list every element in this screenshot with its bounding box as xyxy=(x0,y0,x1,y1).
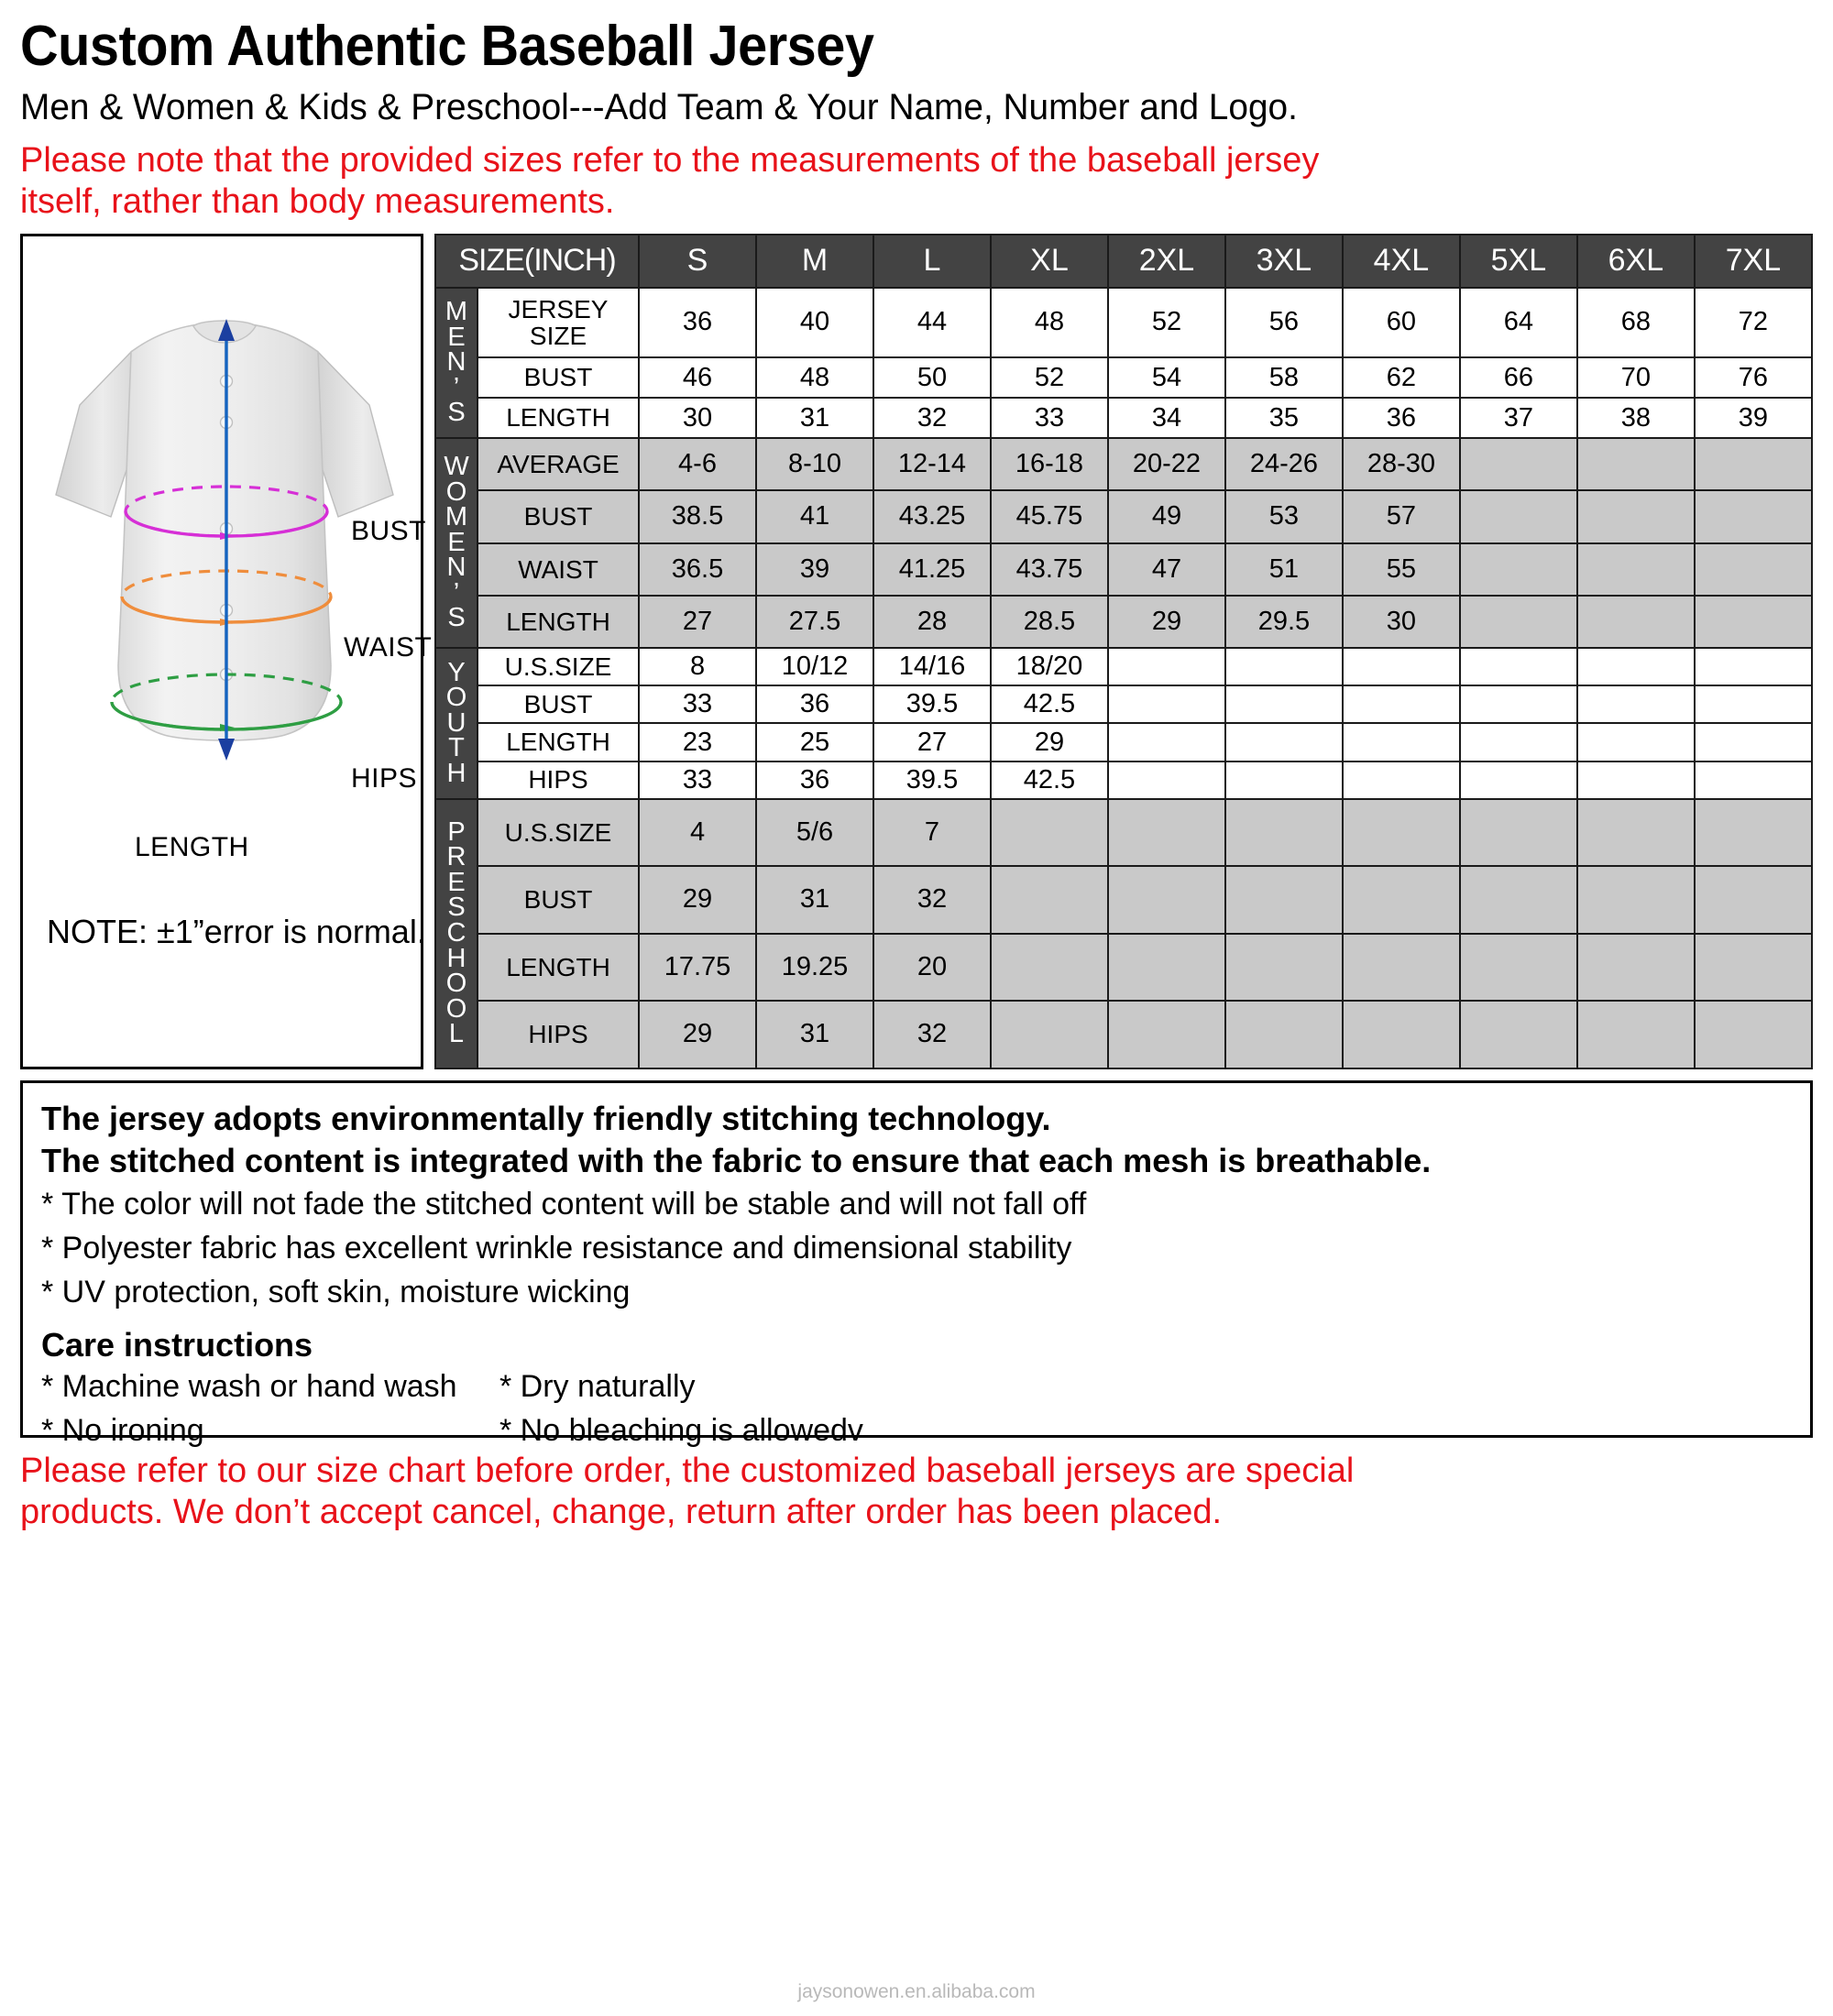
jersey-diagram-panel xyxy=(20,234,433,1069)
care-instructions-title: Care instructions xyxy=(41,1325,313,1364)
table-row xyxy=(435,1001,1812,1068)
cell-4XL: 60 xyxy=(1343,288,1460,357)
care-item-no-bleaching: * No bleaching is allowedv xyxy=(499,1412,863,1448)
cell-XL: 28.5 xyxy=(991,596,1108,648)
cell-3XL: 29.5 xyxy=(1225,596,1343,648)
column-header-4xl: 4XL xyxy=(1343,235,1460,288)
cell-3XL: 51 xyxy=(1225,543,1343,596)
info-bullet-1: * The color will not fade the stitched content will be stable and will not fall off xyxy=(41,1186,1087,1222)
row-label: HIPS xyxy=(477,1001,639,1068)
cell-2XL xyxy=(1108,799,1225,866)
cell-4XL xyxy=(1343,934,1460,1001)
size-table-container xyxy=(434,234,1813,1069)
table-row xyxy=(435,761,1812,799)
cell-XL: 42.5 xyxy=(991,761,1108,799)
care-item-no-ironing: * No ironing xyxy=(41,1412,204,1448)
cell-M: 40 xyxy=(756,288,873,357)
cell-5XL xyxy=(1460,543,1577,596)
cell-4XL xyxy=(1343,648,1460,685)
cell-L: 44 xyxy=(873,288,991,357)
row-label: BUST xyxy=(477,685,639,723)
cell-5XL: 66 xyxy=(1460,357,1577,398)
footer-warning-line-1: Please refer to our size chart before order, the customized baseball jerseys are special xyxy=(20,1451,1355,1490)
cell-4XL: 36 xyxy=(1343,398,1460,438)
table-row xyxy=(435,398,1812,438)
cell-6XL: 70 xyxy=(1577,357,1695,398)
cell-7XL xyxy=(1695,1001,1812,1068)
waist-label: WAIST xyxy=(344,631,433,663)
cell-L: 39.5 xyxy=(873,761,991,799)
cell-6XL xyxy=(1577,934,1695,1001)
table-row xyxy=(435,799,1812,866)
cell-4XL: 57 xyxy=(1343,490,1460,542)
cell-3XL xyxy=(1225,685,1343,723)
cell-M: 19.25 xyxy=(756,934,873,1001)
cell-M: 36 xyxy=(756,685,873,723)
cell-3XL: 35 xyxy=(1225,398,1343,438)
cell-S: 33 xyxy=(639,685,756,723)
cell-L: 27 xyxy=(873,723,991,761)
column-header-l: L xyxy=(873,235,991,288)
cell-6XL xyxy=(1577,685,1695,723)
column-header-xl: XL xyxy=(991,235,1108,288)
product-info-box xyxy=(20,1080,1813,1448)
size-table-header-row xyxy=(435,235,1812,288)
cell-2XL: 52 xyxy=(1108,288,1225,357)
cell-S: 29 xyxy=(639,1001,756,1068)
row-label: AVERAGE xyxy=(477,438,639,490)
cell-M: 31 xyxy=(756,866,873,933)
cell-7XL xyxy=(1695,761,1812,799)
cell-6XL xyxy=(1577,490,1695,542)
cell-3XL xyxy=(1225,1001,1343,1068)
cell-7XL: 76 xyxy=(1695,357,1812,398)
cell-5XL: 37 xyxy=(1460,398,1577,438)
cell-4XL: 62 xyxy=(1343,357,1460,398)
cell-M: 8-10 xyxy=(756,438,873,490)
cell-S: 30 xyxy=(639,398,756,438)
cell-7XL: 72 xyxy=(1695,288,1812,357)
cell-5XL xyxy=(1460,438,1577,490)
cell-M: 36 xyxy=(756,761,873,799)
cell-M: 31 xyxy=(756,398,873,438)
cell-6XL xyxy=(1577,866,1695,933)
cell-5XL xyxy=(1460,866,1577,933)
hips-label: HIPS xyxy=(351,762,418,794)
cell-6XL xyxy=(1577,723,1695,761)
cell-M: 5/6 xyxy=(756,799,873,866)
cell-3XL xyxy=(1225,866,1343,933)
cell-7XL xyxy=(1695,648,1812,685)
cell-S: 36.5 xyxy=(639,543,756,596)
table-row xyxy=(435,288,1812,357)
column-header-5xl: 5XL xyxy=(1460,235,1577,288)
cell-6XL xyxy=(1577,596,1695,648)
footer-warning xyxy=(20,1451,1813,1534)
cell-5XL xyxy=(1460,723,1577,761)
cell-7XL xyxy=(1695,596,1812,648)
column-header-3xl: 3XL xyxy=(1225,235,1343,288)
cell-S: 27 xyxy=(639,596,756,648)
cell-XL: 29 xyxy=(991,723,1108,761)
cell-5XL xyxy=(1460,934,1577,1001)
care-column-right xyxy=(499,1364,863,1453)
info-bold-line-2: The stitched content is integrated with the fabric to ensure that each mesh is breathable. xyxy=(41,1141,1432,1179)
cell-M: 41 xyxy=(756,490,873,542)
cell-S: 29 xyxy=(639,866,756,933)
cell-2XL xyxy=(1108,761,1225,799)
cell-XL: 48 xyxy=(991,288,1108,357)
cell-7XL xyxy=(1695,799,1812,866)
table-row xyxy=(435,596,1812,648)
cell-L: 39.5 xyxy=(873,685,991,723)
cell-2XL xyxy=(1108,934,1225,1001)
cell-5XL: 64 xyxy=(1460,288,1577,357)
row-label: LENGTH xyxy=(477,596,639,648)
info-bullet-3: * UV protection, soft skin, moisture wicking xyxy=(41,1275,631,1310)
cell-S: 4-6 xyxy=(639,438,756,490)
cell-5XL xyxy=(1460,490,1577,542)
cell-2XL xyxy=(1108,648,1225,685)
cell-7XL xyxy=(1695,490,1812,542)
cell-XL: 52 xyxy=(991,357,1108,398)
watermark: jaysonowen.en.alibaba.com xyxy=(797,1981,1036,2002)
cell-2XL xyxy=(1108,685,1225,723)
cell-L: 50 xyxy=(873,357,991,398)
group-label-preschool: P R E S C H O O L xyxy=(435,799,477,1068)
cell-S: 4 xyxy=(639,799,756,866)
table-row xyxy=(435,685,1812,723)
cell-2XL xyxy=(1108,723,1225,761)
group-label-mens: M E N ’ S xyxy=(435,288,477,438)
care-instructions-grid xyxy=(41,1364,1792,1453)
cell-6XL: 38 xyxy=(1577,398,1695,438)
cell-XL: 45.75 xyxy=(991,490,1108,542)
cell-2XL xyxy=(1108,866,1225,933)
table-row xyxy=(435,648,1812,685)
cell-XL: 33 xyxy=(991,398,1108,438)
cell-4XL xyxy=(1343,685,1460,723)
header-warning xyxy=(20,131,1813,223)
cell-2XL: 20-22 xyxy=(1108,438,1225,490)
care-item-dry-naturally: * Dry naturally xyxy=(499,1368,696,1404)
cell-S: 8 xyxy=(639,648,756,685)
cell-4XL xyxy=(1343,723,1460,761)
cell-4XL: 55 xyxy=(1343,543,1460,596)
cell-6XL xyxy=(1577,648,1695,685)
bust-label: BUST xyxy=(351,515,427,546)
cell-3XL xyxy=(1225,799,1343,866)
row-label: HIPS xyxy=(477,761,639,799)
chart-body xyxy=(20,234,1813,1069)
table-row xyxy=(435,543,1812,596)
cell-7XL xyxy=(1695,934,1812,1001)
row-label: BUST xyxy=(477,357,639,398)
cell-6XL xyxy=(1577,1001,1695,1068)
row-label: LENGTH xyxy=(477,934,639,1001)
cell-6XL xyxy=(1577,799,1695,866)
table-row xyxy=(435,490,1812,542)
jersey-left-sleeve xyxy=(56,352,133,517)
cell-S: 36 xyxy=(639,288,756,357)
table-row xyxy=(435,934,1812,1001)
cell-L: 28 xyxy=(873,596,991,648)
cell-7XL xyxy=(1695,543,1812,596)
row-label: WAIST xyxy=(477,543,639,596)
size-unit-header: SIZE(INCH) xyxy=(435,235,639,288)
table-row xyxy=(435,866,1812,933)
cell-XL: 18/20 xyxy=(991,648,1108,685)
cell-XL xyxy=(991,1001,1108,1068)
jersey-right-sleeve xyxy=(316,352,393,517)
table-row xyxy=(435,357,1812,398)
length-label: LENGTH xyxy=(135,831,249,862)
cell-3XL: 58 xyxy=(1225,357,1343,398)
cell-2XL xyxy=(1108,1001,1225,1068)
cell-3XL: 24-26 xyxy=(1225,438,1343,490)
error-note: NOTE: ±1”error is normal. xyxy=(47,912,426,950)
cell-L: 32 xyxy=(873,398,991,438)
cell-3XL xyxy=(1225,761,1343,799)
care-column-left xyxy=(41,1364,499,1453)
cell-2XL: 34 xyxy=(1108,398,1225,438)
row-label: BUST xyxy=(477,866,639,933)
cell-M: 39 xyxy=(756,543,873,596)
cell-6XL xyxy=(1577,438,1695,490)
cell-7XL xyxy=(1695,438,1812,490)
footer-warning-line-2: products. We don’t accept cancel, change, return after order has been placed. xyxy=(20,1493,1223,1532)
cell-XL: 43.75 xyxy=(991,543,1108,596)
cell-5XL xyxy=(1460,596,1577,648)
column-header-2xl: 2XL xyxy=(1108,235,1225,288)
cell-4XL xyxy=(1343,1001,1460,1068)
cell-2XL: 54 xyxy=(1108,357,1225,398)
cell-L: 14/16 xyxy=(873,648,991,685)
cell-L: 7 xyxy=(873,799,991,866)
cell-4XL xyxy=(1343,799,1460,866)
page-subtitle: Men & Women & Kids & Preschool---Add Team & Your Name, Number and Logo. xyxy=(20,87,1298,128)
cell-6XL xyxy=(1577,761,1695,799)
cell-3XL: 53 xyxy=(1225,490,1343,542)
cell-3XL xyxy=(1225,648,1343,685)
cell-6XL: 68 xyxy=(1577,288,1695,357)
table-row xyxy=(435,723,1812,761)
cell-XL xyxy=(991,866,1108,933)
column-header-7xl: 7XL xyxy=(1695,235,1812,288)
cell-M: 31 xyxy=(756,1001,873,1068)
group-label-womens: W O M E N ’ S xyxy=(435,438,477,648)
header-warning-line-2: itself, rather than body measurements. xyxy=(20,181,615,221)
column-header-m: M xyxy=(756,235,873,288)
cell-3XL: 56 xyxy=(1225,288,1343,357)
cell-3XL xyxy=(1225,723,1343,761)
size-table-head xyxy=(435,235,1812,288)
cell-S: 23 xyxy=(639,723,756,761)
cell-6XL xyxy=(1577,543,1695,596)
cell-4XL: 28-30 xyxy=(1343,438,1460,490)
cell-4XL xyxy=(1343,761,1460,799)
cell-M: 25 xyxy=(756,723,873,761)
cell-3XL xyxy=(1225,934,1343,1001)
header-warning-line-1: Please note that the provided sizes refer to the measurements of the baseball jersey xyxy=(20,141,1320,181)
cell-XL: 16-18 xyxy=(991,438,1108,490)
cell-S: 38.5 xyxy=(639,490,756,542)
cell-XL xyxy=(991,799,1108,866)
cell-5XL xyxy=(1460,761,1577,799)
cell-XL: 42.5 xyxy=(991,685,1108,723)
table-row xyxy=(435,438,1812,490)
cell-L: 32 xyxy=(873,1001,991,1068)
row-label: LENGTH xyxy=(477,723,639,761)
cell-M: 48 xyxy=(756,357,873,398)
cell-XL xyxy=(991,934,1108,1001)
cell-L: 32 xyxy=(873,866,991,933)
cell-4XL xyxy=(1343,866,1460,933)
cell-5XL xyxy=(1460,1001,1577,1068)
group-label-youth: Y O U T H xyxy=(435,648,477,799)
page-title: Custom Authentic Baseball Jersey xyxy=(20,15,874,78)
cell-S: 17.75 xyxy=(639,934,756,1001)
row-label: U.S.SIZE xyxy=(477,648,639,685)
cell-5XL xyxy=(1460,685,1577,723)
cell-5XL xyxy=(1460,648,1577,685)
info-bold-line-1: The jersey adopts environmentally friendly stitching technology. xyxy=(41,1099,1051,1137)
cell-2XL: 47 xyxy=(1108,543,1225,596)
cell-S: 46 xyxy=(639,357,756,398)
size-table-body xyxy=(435,288,1812,1068)
size-table xyxy=(434,234,1813,1069)
info-bullet-2: * Polyester fabric has excellent wrinkle resistance and dimensional stability xyxy=(41,1231,1072,1266)
cell-L: 12-14 xyxy=(873,438,991,490)
cell-2XL: 29 xyxy=(1108,596,1225,648)
cell-7XL: 39 xyxy=(1695,398,1812,438)
row-label: U.S.SIZE xyxy=(477,799,639,866)
cell-S: 33 xyxy=(639,761,756,799)
cell-L: 20 xyxy=(873,934,991,1001)
cell-7XL xyxy=(1695,866,1812,933)
row-label: LENGTH xyxy=(477,398,639,438)
care-item-machine-wash: * Machine wash or hand wash xyxy=(41,1368,457,1404)
column-header-s: S xyxy=(639,235,756,288)
cell-4XL: 30 xyxy=(1343,596,1460,648)
row-label: BUST xyxy=(477,490,639,542)
cell-L: 43.25 xyxy=(873,490,991,542)
cell-5XL xyxy=(1460,799,1577,866)
cell-L: 41.25 xyxy=(873,543,991,596)
cell-M: 10/12 xyxy=(756,648,873,685)
row-label: JERSEY SIZE xyxy=(477,288,639,357)
column-header-6xl: 6XL xyxy=(1577,235,1695,288)
cell-M: 27.5 xyxy=(756,596,873,648)
cell-2XL: 49 xyxy=(1108,490,1225,542)
cell-7XL xyxy=(1695,723,1812,761)
length-arrow-bottom xyxy=(218,739,235,761)
cell-7XL xyxy=(1695,685,1812,723)
